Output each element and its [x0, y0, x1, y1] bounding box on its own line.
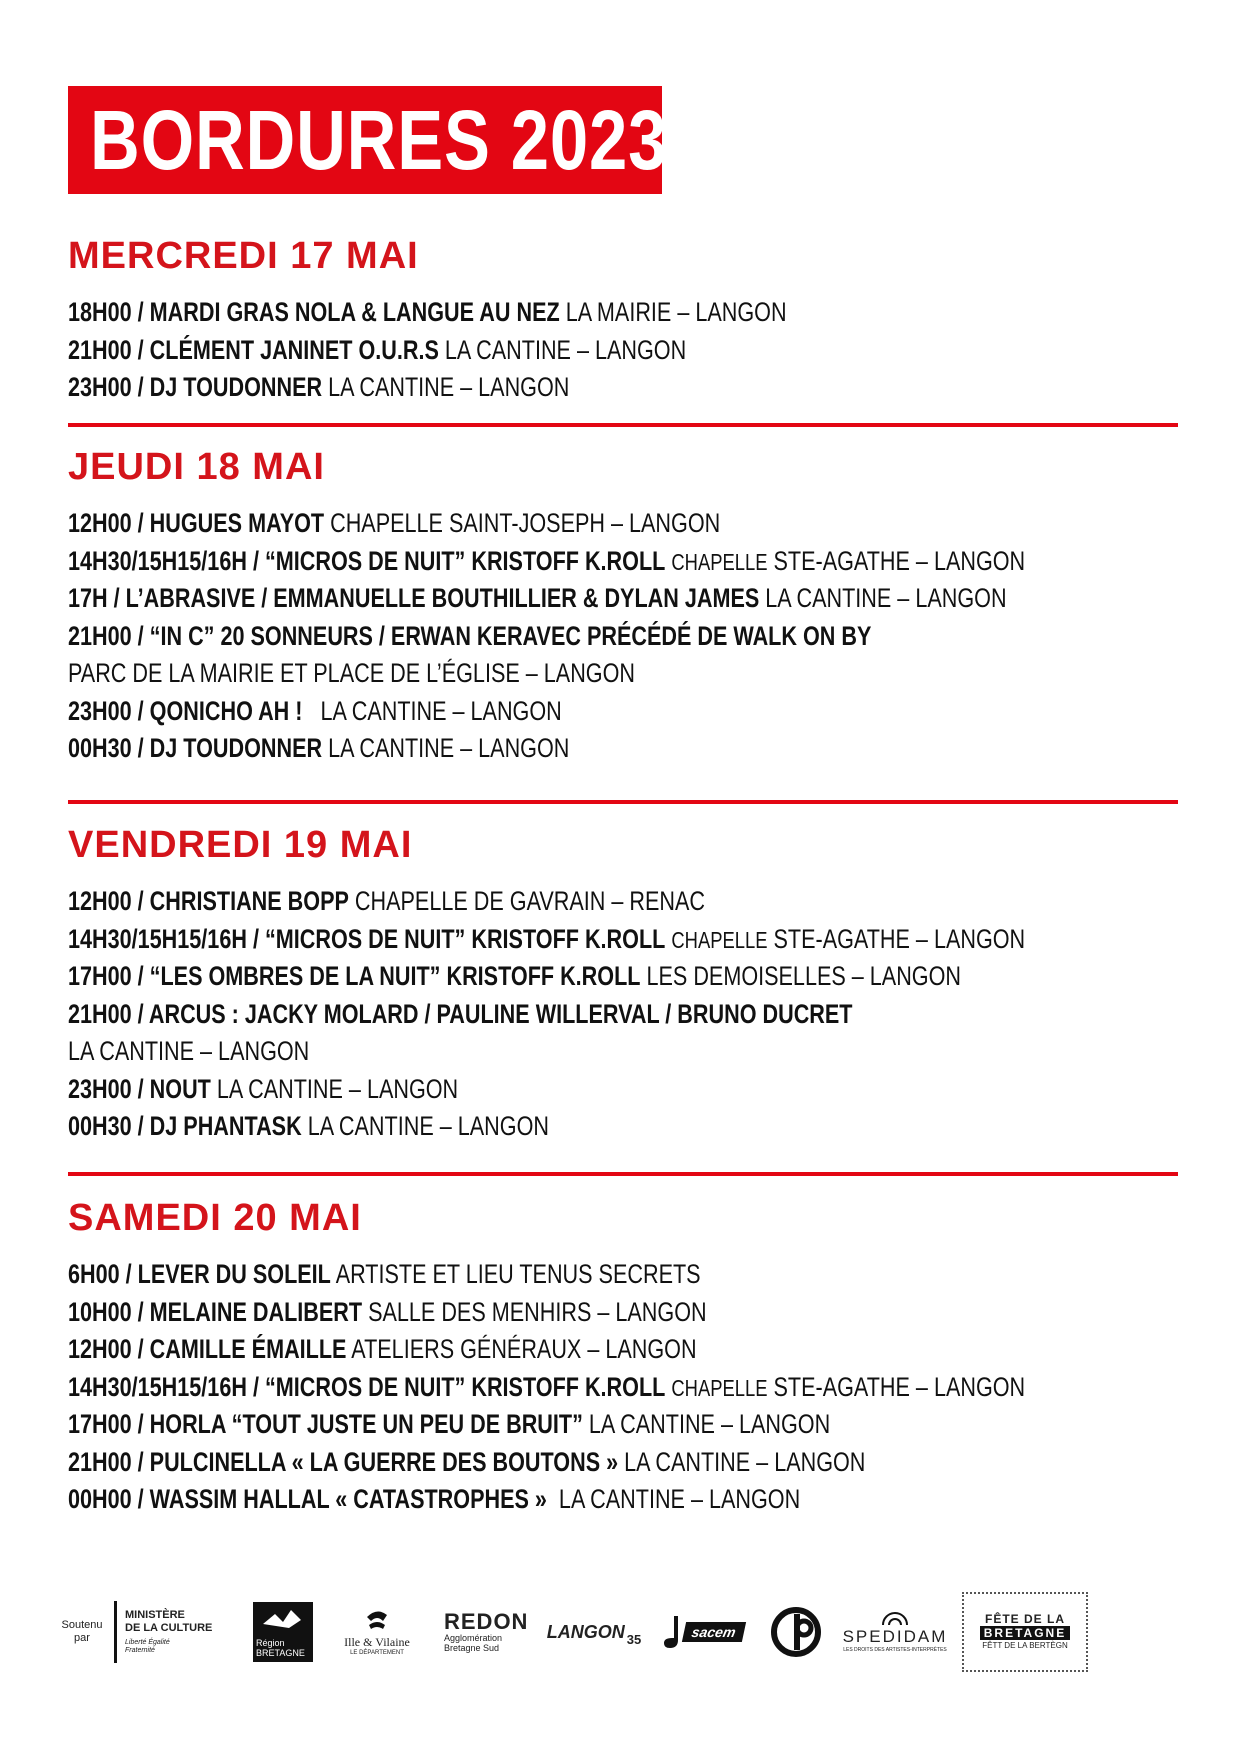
- event-time: 23H00: [68, 695, 132, 726]
- separator: /: [131, 961, 150, 991]
- langon-logo: LANGON 35: [546, 1621, 642, 1647]
- cp-logo: [766, 1592, 826, 1672]
- event-row: [68, 958, 1178, 996]
- event-act: MARDI GRAS NOLA & LANGUE AU NEZ: [149, 297, 560, 327]
- event-time: 21H00: [68, 334, 132, 365]
- separator: /: [246, 1371, 265, 1402]
- event-row: [68, 921, 1178, 959]
- separator: /: [131, 1334, 150, 1364]
- event-time: 12H00: [68, 886, 132, 916]
- supported-by-label: Soutenu par: [61, 1619, 103, 1644]
- event-line: [68, 921, 1025, 960]
- event-row: [68, 294, 1178, 332]
- ille-et-vilaine-icon: [363, 1607, 391, 1635]
- event-act: HUGUES MAYOT: [149, 508, 325, 538]
- event-row: [68, 505, 1178, 543]
- event-venue-prefix: CHAPELLE: [671, 1374, 768, 1401]
- event-act: “MICROS DE NUIT” KRISTOFF K.ROLL: [264, 1371, 666, 1402]
- event-line: [68, 996, 853, 1034]
- event-list: [68, 1256, 1178, 1519]
- separator: /: [131, 372, 150, 402]
- event-row: [68, 1481, 1178, 1519]
- event-row: [68, 883, 1178, 921]
- separator: /: [107, 583, 126, 613]
- event-row: [68, 1444, 1178, 1482]
- spedidam-logo: SPEDIDAM LES DROITS DES ARTISTES-INTERPRÈTES: [840, 1592, 950, 1672]
- separator: /: [131, 1409, 150, 1439]
- event-time: 14H30/15H15/16H: [68, 923, 247, 954]
- event-time: 12H00: [68, 1334, 132, 1364]
- event-list: [68, 883, 1178, 1146]
- event-venue: LA CANTINE – LANGON: [552, 1484, 801, 1514]
- event-time: 23H00: [68, 372, 132, 402]
- event-row: [68, 1256, 1178, 1294]
- event-time: 14H30/15H15/16H: [68, 545, 247, 576]
- event-row: [68, 543, 1178, 581]
- event-line: [68, 505, 720, 543]
- event-line: [68, 294, 787, 332]
- event-act: PULCINELLA « LA GUERRE DES BOUTONS »: [149, 1446, 619, 1477]
- separator: /: [131, 1446, 150, 1477]
- separator: /: [131, 508, 150, 538]
- event-act: MELAINE DALIBERT: [149, 1296, 363, 1327]
- event-row: [68, 1294, 1178, 1332]
- event-venue: LA CANTINE – LANGON: [307, 1111, 549, 1141]
- event-time: 12H00: [68, 508, 132, 538]
- event-time: 18H00: [68, 297, 132, 327]
- event-row: [68, 1369, 1178, 1407]
- event-act: L’ABRASIVE / EMMANUELLE BOUTHILLIER & DYLAN JAMES: [125, 583, 760, 613]
- event-time: 17H: [68, 583, 108, 613]
- title-banner: [68, 86, 668, 194]
- event-line: [68, 1071, 458, 1109]
- event-row: [68, 1406, 1178, 1444]
- event-venue: STE-AGATHE – LANGON: [773, 1371, 1026, 1402]
- event-row: [68, 1071, 1178, 1109]
- event-line: [68, 1256, 701, 1294]
- event-venue: LA CANTINE – LANGON: [328, 372, 570, 402]
- event-act: HORLA “TOUT JUSTE UN PEU DE BRUIT”: [149, 1409, 583, 1439]
- event-venue: SALLE DES MENHIRS – LANGON: [368, 1296, 707, 1327]
- music-note-icon: [662, 1614, 684, 1650]
- event-row: [68, 332, 1178, 370]
- event-venue-prefix: CHAPELLE: [671, 548, 768, 575]
- event-act: CAMILLE ÉMAILLE: [149, 1334, 347, 1364]
- ministere-culture-logo: MINISTÈRE DE LA CULTURE Liberté Égalité Fraternité: [114, 1592, 234, 1672]
- event-venue: LES DEMOISELLES – LANGON: [646, 961, 962, 991]
- event-list: [68, 294, 1178, 407]
- separator: /: [246, 545, 265, 576]
- separator: /: [131, 886, 150, 916]
- event-row: [68, 655, 1178, 693]
- event-line: [68, 1108, 549, 1146]
- event-act: “MICROS DE NUIT” KRISTOFF K.ROLL: [264, 923, 666, 954]
- region-bretagne-logo: Région BRETAGNE: [250, 1592, 316, 1672]
- section-divider: [68, 1172, 1178, 1176]
- event-venue: CHAPELLE DE GAVRAIN – RENAC: [354, 886, 706, 916]
- event-time: 14H30/15H15/16H: [68, 1371, 247, 1402]
- event-time: 10H00: [68, 1296, 132, 1327]
- event-time: 17H00: [68, 1409, 132, 1439]
- event-time: 21H00: [68, 998, 132, 1029]
- day-section-wednesday: [68, 228, 1178, 407]
- spedidam-icon: [880, 1611, 910, 1627]
- separator: /: [131, 1484, 150, 1514]
- event-time: 21H00: [68, 620, 132, 651]
- event-line: [68, 1033, 309, 1071]
- event-venue: STE-AGATHE – LANGON: [773, 923, 1026, 954]
- event-line: [68, 1331, 697, 1369]
- event-line: [68, 1369, 1025, 1408]
- event-venue: LA CANTINE – LANGON: [624, 1446, 866, 1477]
- section-divider: [68, 423, 1178, 427]
- event-line: [68, 543, 1025, 582]
- event-venue: LA CANTINE – LANGON: [588, 1409, 831, 1439]
- event-act: LEVER DU SOLEIL: [137, 1259, 331, 1289]
- event-venue: LA MAIRIE – LANGON: [565, 297, 787, 327]
- event-line: [68, 693, 562, 731]
- event-line: [68, 580, 1007, 618]
- event-line: [68, 655, 635, 693]
- event-time: 17H00: [68, 961, 132, 991]
- event-line: [68, 958, 961, 996]
- separator: /: [131, 733, 150, 763]
- separator: /: [131, 998, 149, 1029]
- event-act: DJ TOUDONNER: [149, 372, 323, 402]
- event-row: [68, 580, 1178, 618]
- day-title: SAMEDI 20 MAI: [68, 1197, 362, 1239]
- day-title: JEUDI 18 MAI: [68, 446, 325, 488]
- event-row: [68, 618, 1178, 656]
- event-row: [68, 1033, 1178, 1071]
- ille-et-vilaine-logo: Ille & Vilaine LE DÉPARTEMENT: [332, 1592, 422, 1672]
- event-venue: LA CANTINE – LANGON: [765, 583, 1007, 613]
- separator: /: [131, 620, 150, 651]
- event-row: [68, 369, 1178, 407]
- event-venue: LA CANTINE – LANGON: [328, 733, 570, 763]
- event-act: CHRISTIANE BOPP: [149, 886, 349, 916]
- day-section-saturday: [68, 1190, 1178, 1519]
- event-act: DJ TOUDONNER: [149, 733, 323, 763]
- event-venue: CHAPELLE SAINT-JOSEPH – LANGON: [330, 508, 721, 538]
- event-line: [68, 618, 871, 656]
- event-venue: LA CANTINE – LANGON: [444, 334, 687, 365]
- event-act: QONICHO AH !: [149, 695, 303, 726]
- event-list: [68, 505, 1178, 768]
- event-venue-prefix: CHAPELLE: [671, 926, 768, 953]
- separator: /: [131, 1073, 150, 1104]
- event-line: [68, 1444, 865, 1482]
- separator: /: [131, 297, 150, 327]
- event-venue: ATELIERS GÉNÉRAUX – LANGON: [351, 1334, 697, 1364]
- event-row: [68, 996, 1178, 1034]
- event-time: 21H00: [68, 1446, 132, 1477]
- separator: /: [131, 1296, 150, 1327]
- event-venue: STE-AGATHE – LANGON: [773, 545, 1026, 576]
- event-line: [68, 369, 569, 407]
- separator: /: [246, 923, 265, 954]
- event-act: DJ PHANTASK: [149, 1111, 302, 1141]
- event-row: [68, 693, 1178, 731]
- event-time: 6H00: [68, 1259, 120, 1289]
- section-divider: [68, 800, 1178, 804]
- event-act: NOUT: [149, 1073, 211, 1104]
- event-time: 23H00: [68, 1073, 132, 1104]
- separator: /: [131, 1111, 150, 1141]
- day-section-thursday: [68, 439, 1178, 768]
- event-act: “MICROS DE NUIT” KRISTOFF K.ROLL: [264, 545, 666, 576]
- day-section-friday: [68, 817, 1178, 1146]
- event-venue: LA CANTINE – LANGON: [68, 1036, 310, 1066]
- event-act: WASSIM HALLAL « CATASTROPHES »: [149, 1484, 547, 1514]
- sponsor-logos: [60, 1592, 1180, 1672]
- event-line: [68, 332, 686, 370]
- sacem-logo: sacem: [660, 1592, 746, 1672]
- event-line: [68, 730, 569, 768]
- event-venue: ARTISTE ET LIEU TENUS SECRETS: [335, 1259, 701, 1289]
- event-row: [68, 1331, 1178, 1369]
- event-line: [68, 1406, 830, 1444]
- redon-agglomeration-logo: REDON Agglomération Bretagne Sud: [444, 1609, 529, 1653]
- cp-icon: [770, 1606, 822, 1658]
- day-title: MERCREDI 17 MAI: [68, 235, 419, 277]
- event-venue: LA CANTINE – LANGON: [308, 695, 562, 726]
- event-venue: LA CANTINE – LANGON: [216, 1073, 459, 1104]
- event-time: 00H30: [68, 733, 132, 763]
- day-title: VENDREDI 19 MAI: [68, 824, 413, 866]
- event-act: “IN C” 20 SONNEURS / ERWAN KERAVEC PRÉCÉDÉ DE WALK ON BY: [149, 620, 872, 651]
- event-time: 00H30: [68, 1111, 132, 1141]
- separator: /: [131, 695, 150, 726]
- event-row: [68, 1108, 1178, 1146]
- separator: /: [131, 334, 150, 365]
- fete-de-la-bretagne-logo: FÊTE DE LA BRETAGNE FÊTT DE LA BERTÈGN: [960, 1592, 1090, 1672]
- event-row: [68, 730, 1178, 768]
- event-venue: PARC DE LA MAIRIE ET PLACE DE L’ÉGLISE – LANGON: [68, 658, 635, 688]
- page-title: BORDURES 2023: [90, 93, 668, 187]
- event-line: [68, 1294, 707, 1332]
- event-time: 00H00: [68, 1484, 132, 1514]
- event-act: ARCUS : JACKY MOLARD / PAULINE WILLERVAL / BRUNO DUCRET: [148, 998, 853, 1029]
- separator: /: [119, 1259, 138, 1289]
- event-line: [68, 883, 705, 921]
- event-line: [68, 1481, 800, 1519]
- event-act: “LES OMBRES DE LA NUIT” KRISTOFF K.ROLL: [149, 961, 641, 991]
- event-act: CLÉMENT JANINET O.U.R.S: [149, 334, 439, 365]
